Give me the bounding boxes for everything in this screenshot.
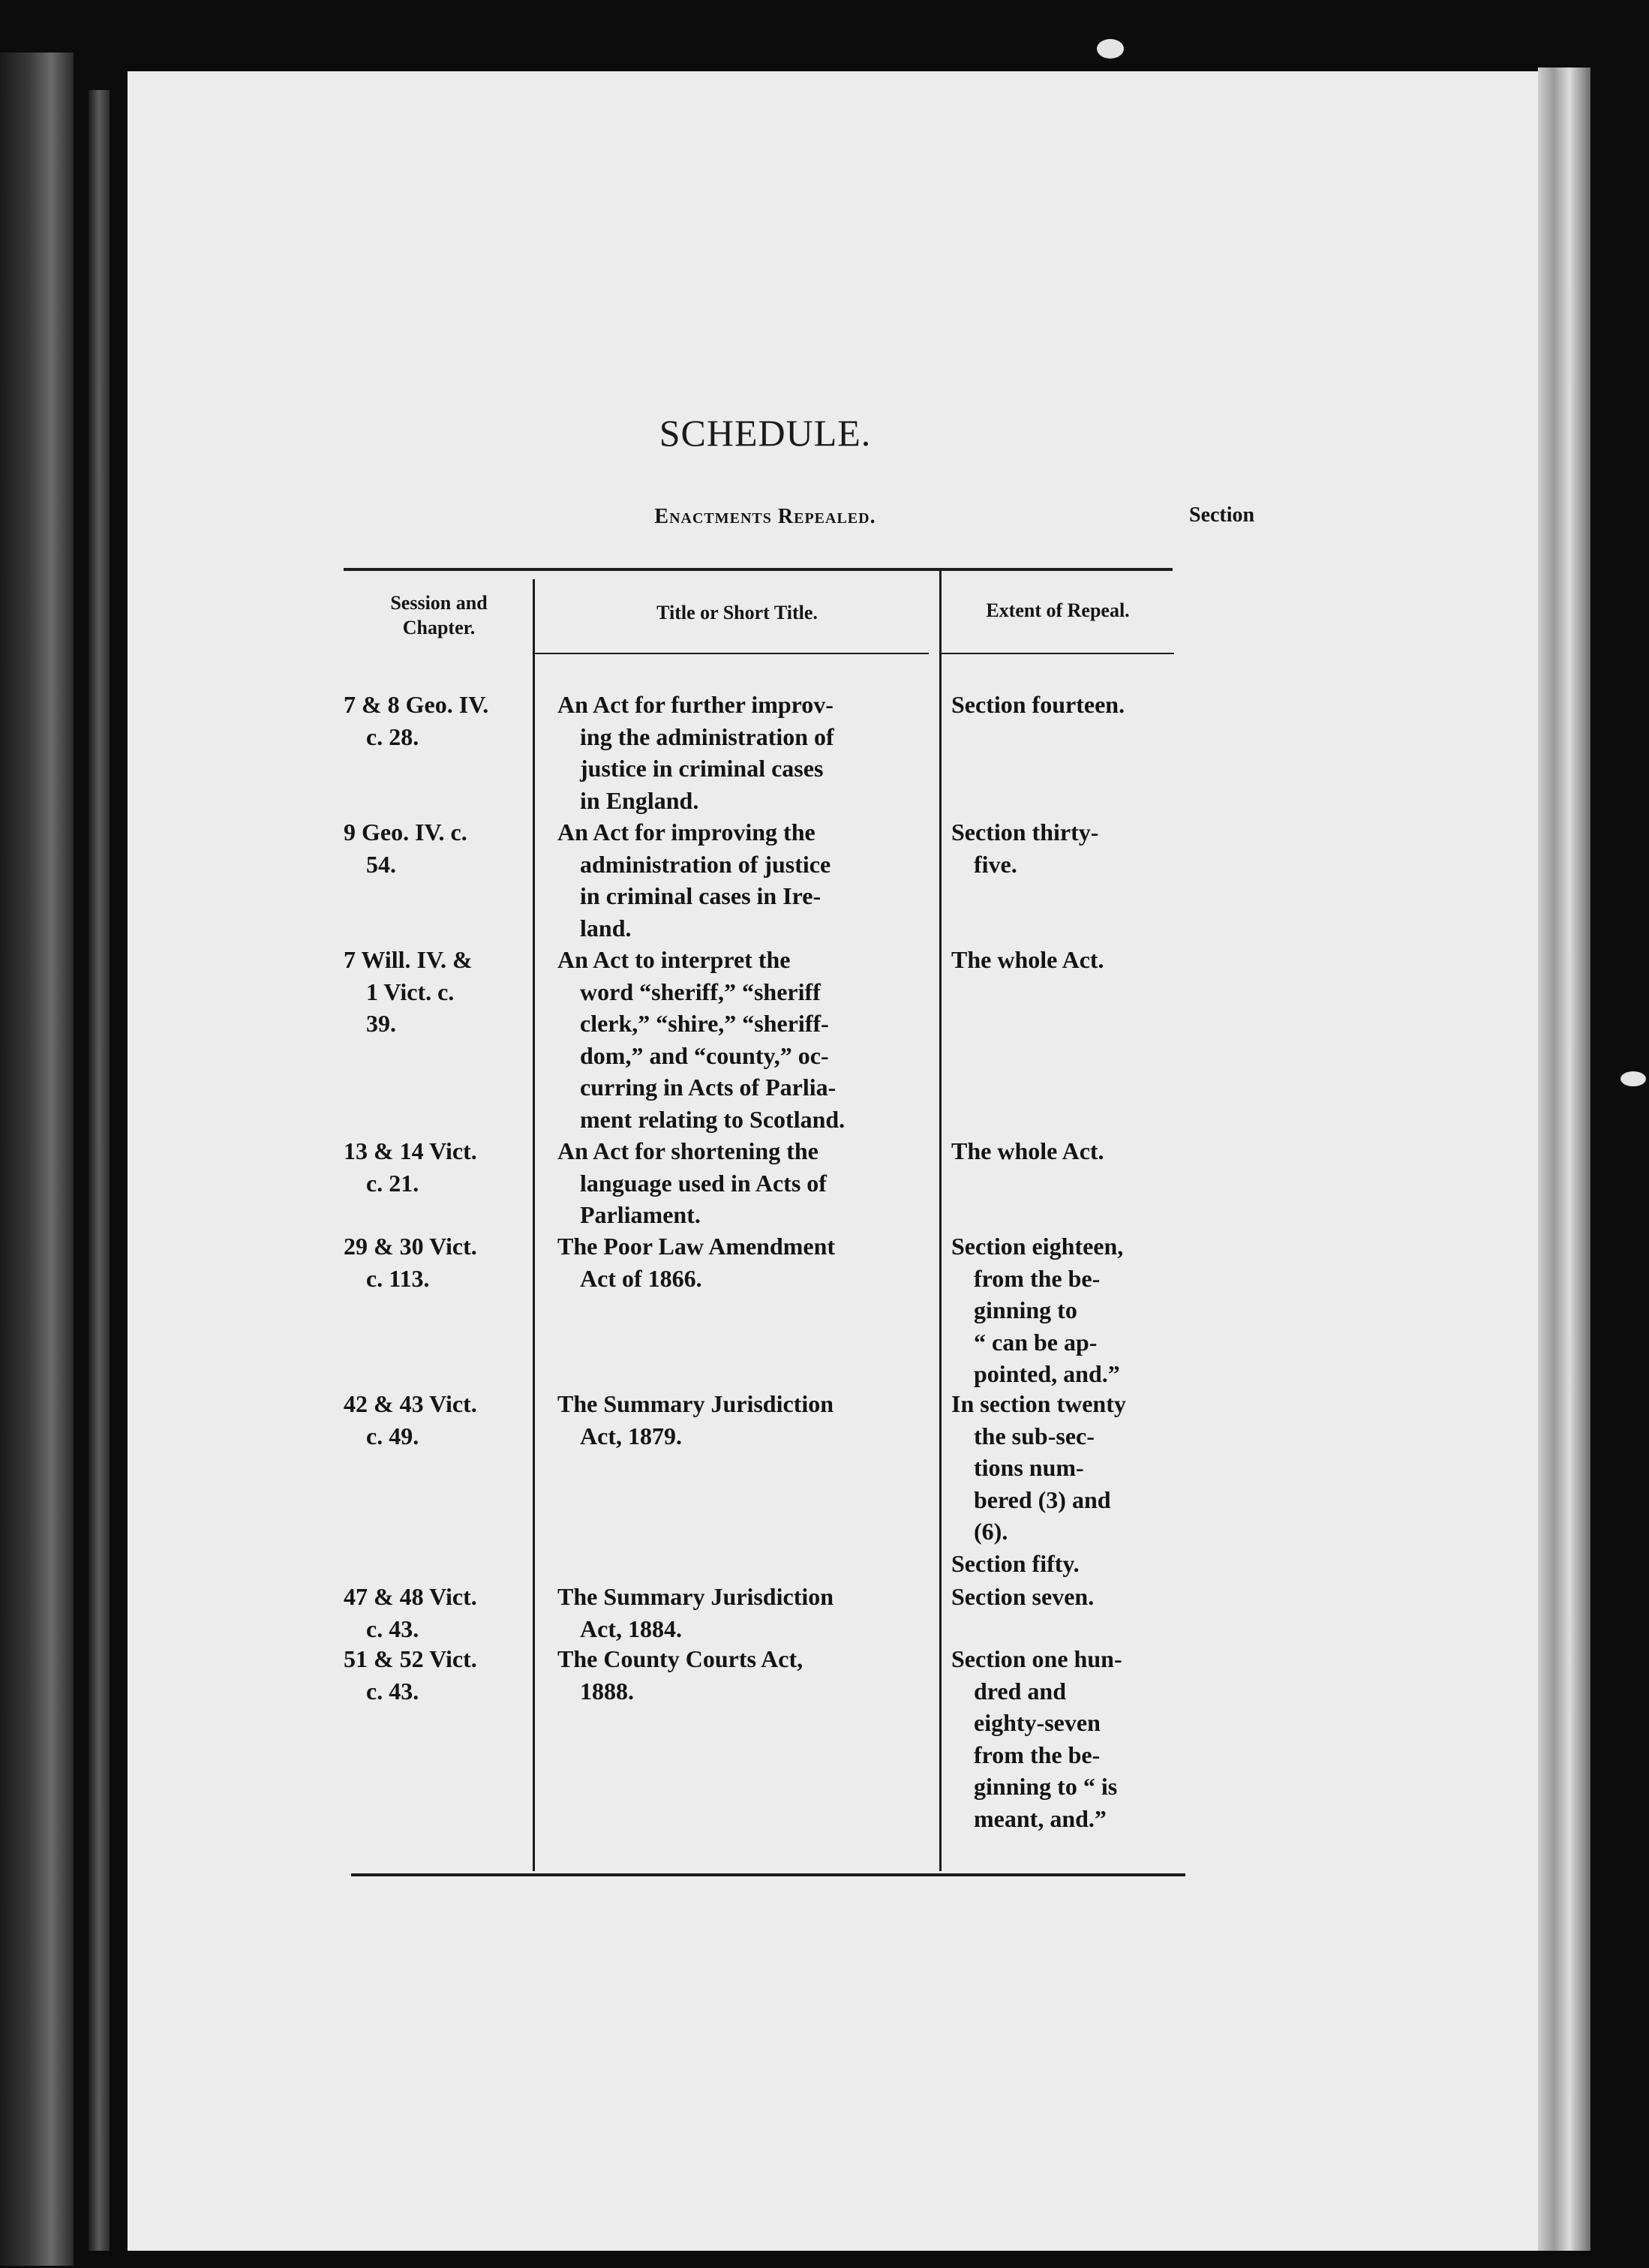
cell-line: tions num- xyxy=(974,1454,1084,1481)
extent-cell xyxy=(951,944,1191,976)
title-cell xyxy=(557,1388,933,1452)
cell-line: 39. xyxy=(366,1010,396,1037)
session-chapter-cell xyxy=(344,944,539,1040)
cell-line: 9 Geo. IV. c. xyxy=(344,819,467,846)
cell-line: five. xyxy=(974,850,1017,878)
column-divider-2 xyxy=(939,570,942,1871)
session-chapter-cell xyxy=(344,1581,539,1645)
cell-line: ment relating to Scotland. xyxy=(580,1105,846,1133)
title-cell xyxy=(557,1581,933,1645)
cell-line: In section twenty xyxy=(951,1390,1126,1417)
cell-line: dred and xyxy=(974,1677,1067,1705)
book-gutter xyxy=(89,90,110,2251)
cell-line: An Act for further improv- xyxy=(557,691,834,718)
cell-line: 51 & 52 Vict. xyxy=(344,1645,477,1672)
header-session-chapter xyxy=(353,590,525,640)
extent-cell xyxy=(951,1388,1191,1579)
cell-line: from the be- xyxy=(974,1741,1101,1768)
cell-line: An Act for improving the xyxy=(557,819,815,846)
cell-line: An Act to interpret the xyxy=(557,946,791,973)
cell-line: The whole Act. xyxy=(951,1137,1104,1164)
cell-line: Act, 1884. xyxy=(580,1615,682,1642)
cell-line: c. 28. xyxy=(366,722,419,750)
cell-line: land. xyxy=(580,914,632,942)
session-chapter-cell xyxy=(344,689,539,752)
page-subtitle: Enactments Repealed. xyxy=(654,505,876,528)
cell-line: clerk,” “shire,” “sheriff- xyxy=(580,1010,829,1037)
cell-line: 7 & 8 Geo. IV. xyxy=(344,691,489,718)
title-cell xyxy=(557,944,933,1135)
session-chapter-cell xyxy=(344,1388,539,1452)
title-cell xyxy=(557,816,933,944)
title-cell xyxy=(557,689,933,816)
header-title xyxy=(536,600,938,625)
cell-line: Section eighteen, xyxy=(951,1233,1124,1260)
header-underline-title xyxy=(535,653,929,654)
cell-line: dom,” and “county,” oc- xyxy=(580,1041,829,1069)
cell-line: 1 Vict. c. xyxy=(366,978,455,1005)
cell-line: in criminal cases in Ire- xyxy=(580,882,821,909)
cell-line: ing the administration of xyxy=(580,722,834,750)
extent-cell xyxy=(951,1581,1191,1613)
cell-line: (6). xyxy=(974,1518,1008,1545)
cell-line: c. 21. xyxy=(366,1169,419,1197)
cell-line: bered (3) and xyxy=(974,1485,1111,1513)
cell-line: c. 113. xyxy=(366,1264,430,1292)
scan-speck xyxy=(1620,1071,1646,1086)
cell-line: word “sheriff,” “sheriff xyxy=(580,978,821,1005)
scan-speck xyxy=(1097,39,1124,59)
facing-page-edge xyxy=(0,53,74,2266)
extent-cell xyxy=(951,689,1191,721)
session-chapter-cell xyxy=(344,1135,539,1199)
cell-line: The Summary Jurisdiction xyxy=(557,1583,834,1610)
cell-line: 13 & 14 Vict. xyxy=(344,1137,477,1164)
cell-line: Section thirty- xyxy=(951,819,1099,846)
session-chapter-cell xyxy=(344,1643,539,1707)
cell-line: meant, and.” xyxy=(974,1804,1107,1832)
cell-line: c. 43. xyxy=(366,1615,419,1642)
cell-line: c. 43. xyxy=(366,1677,419,1705)
extent-cell xyxy=(951,1643,1191,1834)
cell-line: 47 & 48 Vict. xyxy=(344,1583,477,1610)
cell-line: The Poor Law Amendment xyxy=(557,1233,836,1260)
cell-line: 1888. xyxy=(580,1677,634,1705)
cell-line: An Act for shortening the xyxy=(557,1137,818,1164)
cell-line: 42 & 43 Vict. xyxy=(344,1390,477,1417)
header-extent-text: Extent of Repeal. xyxy=(986,599,1130,621)
page-stack-edge xyxy=(1538,68,1590,2251)
cell-line: in England. xyxy=(580,786,699,814)
cell-line: ginning to xyxy=(974,1296,1077,1323)
table-bottom-rule xyxy=(351,1873,1185,1876)
header-extent xyxy=(942,598,1174,623)
cell-line: The Summary Jurisdiction xyxy=(557,1390,834,1417)
cell-line: from the be- xyxy=(974,1264,1101,1292)
cell-line: 54. xyxy=(366,850,396,878)
cell-line: 29 & 30 Vict. xyxy=(344,1233,477,1260)
title-cell xyxy=(557,1135,933,1231)
margin-note: Section xyxy=(1189,503,1255,527)
session-chapter-cell xyxy=(344,1230,539,1294)
cell-line: justice in criminal cases xyxy=(580,755,824,782)
session-chapter-cell xyxy=(344,816,539,880)
cell-line: c. 49. xyxy=(366,1422,419,1449)
cell-line: pointed, and.” xyxy=(974,1360,1120,1387)
cell-line: ginning to “ is xyxy=(974,1773,1118,1800)
cell-line: Act, 1879. xyxy=(580,1422,682,1449)
cell-line: The County Courts Act, xyxy=(557,1645,803,1672)
cell-line: curring in Acts of Parlia- xyxy=(580,1074,837,1101)
cell-line: Section fourteen. xyxy=(951,691,1125,718)
title-cell xyxy=(557,1643,933,1707)
page-title: SCHEDULE. xyxy=(659,412,872,454)
cell-line: Section one hun- xyxy=(951,1645,1122,1672)
cell-line: Section seven. xyxy=(951,1583,1095,1610)
cell-line: Section fifty. xyxy=(951,1549,1080,1577)
cell-line: 7 Will. IV. & xyxy=(344,946,473,973)
header-title-text: Title or Short Title. xyxy=(656,602,818,623)
cell-line: the sub-sec- xyxy=(974,1422,1095,1449)
cell-line: Act of 1866. xyxy=(580,1264,702,1292)
extent-cell xyxy=(951,1135,1191,1167)
extent-cell xyxy=(951,816,1191,880)
title-cell xyxy=(557,1230,933,1294)
cell-line: eighty-seven xyxy=(974,1709,1101,1736)
header-session-line: Session and xyxy=(390,592,488,614)
header-session-line: Chapter. xyxy=(402,617,476,638)
cell-line: The whole Act. xyxy=(951,946,1104,973)
header-underline-extent xyxy=(942,653,1174,654)
cell-line: Parliament. xyxy=(580,1201,701,1228)
table-top-rule xyxy=(344,568,1173,571)
cell-line: language used in Acts of xyxy=(580,1169,827,1197)
cell-line: administration of justice xyxy=(580,850,831,878)
cell-line: “ can be ap- xyxy=(974,1328,1098,1356)
extent-cell xyxy=(951,1230,1191,1390)
